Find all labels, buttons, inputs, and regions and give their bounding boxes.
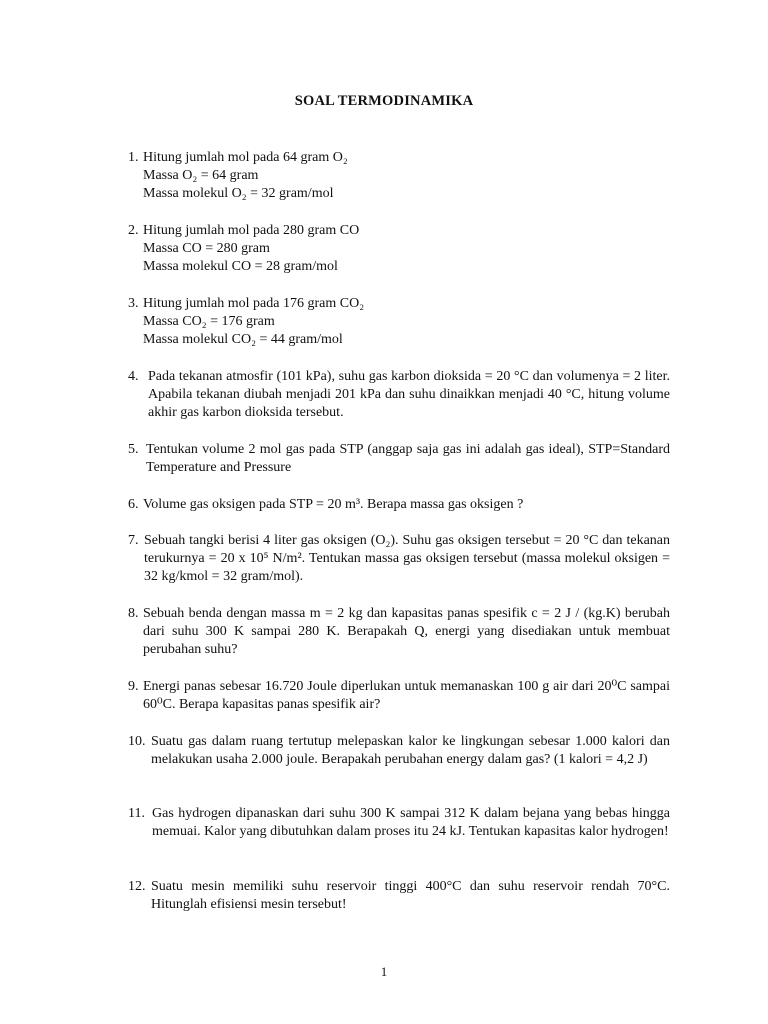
question-3 — [128, 295, 670, 350]
question-text — [143, 222, 670, 277]
question-5 — [128, 441, 670, 477]
question-line: Hitung jumlah mol pada 64 gram O₂ — [143, 150, 348, 165]
question-number: 10. — [128, 734, 146, 749]
question-9 — [128, 678, 670, 714]
question-text: Gas hydrogen dipanaskan dari suhu 300 K sampai 312 K dalam bejana yang bebas hingga memuai. Kalor yang dibutuhkan dalam proses itu 24 kJ. Tentukan kapasitas kalor hydrogen! — [152, 806, 670, 840]
question-line: Hitung jumlah mol pada 280 gram CO — [143, 223, 360, 238]
question-number: 9. — [128, 679, 139, 694]
question-8 — [128, 605, 670, 660]
question-line: Massa O₂ = 64 gram — [143, 168, 259, 184]
question-11 — [128, 805, 670, 841]
question-number: 12. — [128, 879, 146, 894]
question-line: Massa CO = 280 gram — [143, 241, 270, 257]
question-6 — [128, 496, 670, 514]
question-line: Hitung jumlah mol pada 176 gram CO₂ — [143, 296, 365, 311]
question-line: Massa molekul O₂ = 32 gram/mol — [143, 186, 334, 202]
question-text: Tentukan volume 2 mol gas pada STP (anggap saja gas ini adalah gas ideal), STP=Standard Temperature and Pressure — [146, 442, 670, 476]
question-line: Massa CO₂ = 176 gram — [143, 314, 275, 330]
question-text: Sebuah benda dengan massa m = 2 kg dan kapasitas panas spesifik c = 2 J / (kg.K) berubah dari suhu 300 K sampai 280 K. Berapakah Q, energi yang disediakan untuk membuat perubahan suhu? — [143, 606, 670, 658]
question-12 — [128, 878, 670, 914]
question-text: Volume gas oksigen pada STP = 20 m³. Berapa massa gas oksigen ? — [143, 497, 524, 512]
question-text: Sebuah tangki berisi 4 liter gas oksigen (O₂). Suhu gas oksigen tersebut = 20 °C dan tekanan terukurnya = 20 x 10⁵ N/m². Tentukan massa gas oksigen tersebut (massa molekul oksigen = 32 kg/kmol = 32 gram/mol). — [144, 533, 670, 585]
question-line: Massa molekul CO = 28 gram/mol — [143, 259, 338, 275]
question-text — [143, 295, 670, 350]
question-number: 4. — [128, 369, 139, 384]
question-4 — [128, 368, 670, 423]
question-text — [143, 149, 670, 204]
question-number: 7. — [128, 533, 139, 548]
question-10 — [128, 733, 670, 769]
question-number: 11. — [128, 806, 145, 821]
question-number: 2. — [128, 223, 139, 238]
question-number: 5. — [128, 442, 139, 457]
question-1 — [128, 149, 670, 204]
page-number: 1 — [380, 964, 388, 979]
question-number: 1. — [128, 150, 139, 165]
question-number: 6. — [128, 497, 139, 512]
document-title: SOAL TERMODINAMIKA — [294, 93, 474, 109]
question-number: 3. — [128, 296, 139, 311]
question-text: Suatu gas dalam ruang tertutup melepaskan kalor ke lingkungan sebesar 1.000 kalori dan melakukan usaha 2.000 joule. Berapakah perubahan energy dalam gas? (1 kalori = 4,2 J) — [151, 734, 670, 768]
question-text: Suatu mesin memiliki suhu reservoir tinggi 400°C dan suhu reservoir rendah 70°C. Hitunglah efisiensi mesin tersebut! — [151, 879, 670, 913]
question-7 — [128, 532, 670, 587]
question-text: Energi panas sebesar 16.720 Joule diperlukan untuk memanaskan 100 g air dari 20⁰C sampai 60⁰C. Berapa kapasitas panas spesifik air? — [143, 679, 670, 713]
question-number: 8. — [128, 606, 139, 621]
question-text: Pada tekanan atmosfir (101 kPa), suhu gas karbon dioksida = 20 °C dan volumenya = 2 liter. Apabila tekanan diubah menjadi 201 kPa dan suhu dinaikkan menjadi 40 °C, hitung volume akhir gas karbon dioksida tersebut. — [148, 369, 670, 421]
question-line: Massa molekul CO₂ = 44 gram/mol — [143, 332, 343, 348]
question-2 — [128, 222, 670, 277]
